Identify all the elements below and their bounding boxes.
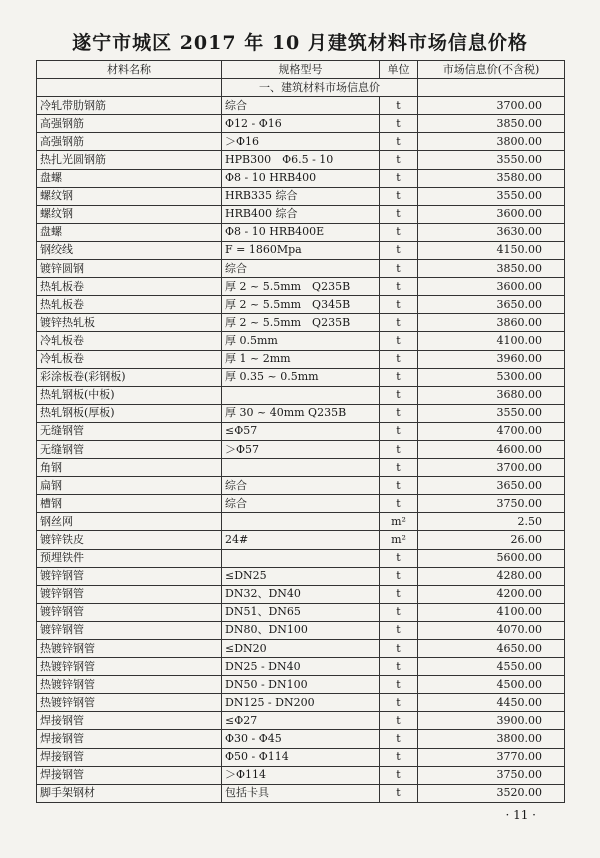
unit-cell: t (380, 477, 418, 495)
page-number: · 11 · (505, 808, 536, 822)
material-name-cell: 脚手架钢材 (37, 784, 222, 802)
price-cell: 3650.00 (418, 477, 565, 495)
unit-cell: t (380, 386, 418, 404)
unit-cell: t (380, 676, 418, 694)
header-material-name: 材料名称 (37, 61, 222, 79)
unit-cell: t (380, 784, 418, 802)
material-name-cell: 镀锌钢管 (37, 585, 222, 603)
section-spacer (37, 79, 222, 97)
unit-cell: t (380, 404, 418, 422)
price-cell: 26.00 (418, 531, 565, 549)
price-cell: 3600.00 (418, 205, 565, 223)
unit-cell: t (380, 368, 418, 386)
spec-cell (222, 386, 380, 404)
spec-cell: 厚 0.35 ~ 0.5mm (222, 368, 380, 386)
unit-cell: t (380, 350, 418, 368)
price-cell: 4700.00 (418, 422, 565, 440)
material-name-cell: 无缝钢管 (37, 440, 222, 458)
table-row (37, 151, 565, 169)
table-row (37, 766, 565, 784)
unit-cell: t (380, 658, 418, 676)
table-row (37, 712, 565, 730)
spec-cell: ＞Φ16 (222, 133, 380, 151)
unit-cell: t (380, 422, 418, 440)
unit-cell: t (380, 459, 418, 477)
table-row (37, 260, 565, 278)
spec-cell: DN32、DN40 (222, 585, 380, 603)
table-row (37, 314, 565, 332)
material-name-cell: 角钢 (37, 459, 222, 477)
unit-cell: t (380, 151, 418, 169)
table-row (37, 567, 565, 585)
unit-cell: t (380, 549, 418, 567)
spec-cell: 包括卡具 (222, 784, 380, 802)
price-cell: 4100.00 (418, 603, 565, 621)
table-header-row (37, 61, 565, 79)
price-cell: 4070.00 (418, 621, 565, 639)
table-row (37, 495, 565, 513)
material-name-cell: 热轧钢板(中板) (37, 386, 222, 404)
spec-cell: 24# (222, 531, 380, 549)
price-cell: 4280.00 (418, 567, 565, 585)
material-name-cell: 镀锌钢管 (37, 567, 222, 585)
unit-cell: t (380, 187, 418, 205)
material-name-cell: 预埋铁件 (37, 549, 222, 567)
table-row (37, 223, 565, 241)
material-name-cell: 高强钢筋 (37, 133, 222, 151)
price-cell: 5300.00 (418, 368, 565, 386)
table-row (37, 640, 565, 658)
price-cell: 3550.00 (418, 187, 565, 205)
table-row (37, 658, 565, 676)
table-row (37, 115, 565, 133)
unit-cell: t (380, 223, 418, 241)
unit-cell: t (380, 115, 418, 133)
header-unit: 单位 (380, 61, 418, 79)
spec-cell: 厚 2 ~ 5.5mm Q345B (222, 296, 380, 314)
price-cell: 4550.00 (418, 658, 565, 676)
unit-cell: t (380, 748, 418, 766)
spec-cell: 综合 (222, 97, 380, 115)
spec-cell: Φ50 - Φ114 (222, 748, 380, 766)
material-name-cell: 热扎光圆钢筋 (37, 151, 222, 169)
spec-cell: Φ30 - Φ45 (222, 730, 380, 748)
spec-cell: 综合 (222, 495, 380, 513)
table-row (37, 386, 565, 404)
material-name-cell: 冷轧带肋钢筋 (37, 97, 222, 115)
price-cell: 3850.00 (418, 260, 565, 278)
spec-cell (222, 549, 380, 567)
spec-cell: Φ12 - Φ16 (222, 115, 380, 133)
spec-cell: 厚 2 ~ 5.5mm Q235B (222, 314, 380, 332)
material-name-cell: 钢丝网 (37, 513, 222, 531)
material-name-cell: 镀锌热轧板 (37, 314, 222, 332)
spec-cell: 综合 (222, 260, 380, 278)
spec-cell: DN50 - DN100 (222, 676, 380, 694)
price-cell: 3900.00 (418, 712, 565, 730)
section-spacer (418, 79, 565, 97)
material-name-cell: 热轧板卷 (37, 278, 222, 296)
unit-cell: t (380, 296, 418, 314)
material-name-cell: 焊接钢管 (37, 748, 222, 766)
material-name-cell: 盘螺 (37, 169, 222, 187)
material-name-cell: 螺纹钢 (37, 187, 222, 205)
table-row (37, 296, 565, 314)
table-row (37, 477, 565, 495)
table-row (37, 784, 565, 802)
material-name-cell: 热轧钢板(厚板) (37, 404, 222, 422)
material-name-cell: 热镀锌钢管 (37, 658, 222, 676)
price-cell: 3750.00 (418, 766, 565, 784)
price-cell: 4450.00 (418, 694, 565, 712)
header-spec: 规格型号 (222, 61, 380, 79)
unit-cell: t (380, 278, 418, 296)
table-row (37, 513, 565, 531)
price-cell: 4500.00 (418, 676, 565, 694)
price-cell: 4200.00 (418, 585, 565, 603)
unit-cell: t (380, 314, 418, 332)
material-name-cell: 螺纹钢 (37, 205, 222, 223)
table-row (37, 676, 565, 694)
material-name-cell: 镀锌钢管 (37, 621, 222, 639)
spec-cell: DN51、DN65 (222, 603, 380, 621)
price-cell: 3960.00 (418, 350, 565, 368)
spec-cell: ≤Φ57 (222, 422, 380, 440)
material-name-cell: 焊接钢管 (37, 730, 222, 748)
spec-cell: 厚 1 ~ 2mm (222, 350, 380, 368)
table-row (37, 169, 565, 187)
table-row (37, 694, 565, 712)
table-row (37, 422, 565, 440)
price-table (36, 60, 565, 803)
table-row (37, 730, 565, 748)
spec-cell: ＞Φ114 (222, 766, 380, 784)
spec-cell: DN125 - DN200 (222, 694, 380, 712)
price-cell: 3600.00 (418, 278, 565, 296)
unit-cell: t (380, 766, 418, 784)
table-row (37, 549, 565, 567)
unit-cell: m² (380, 513, 418, 531)
table-row (37, 133, 565, 151)
spec-cell: 厚 30 ~ 40mm Q235B (222, 404, 380, 422)
price-cell: 3850.00 (418, 115, 565, 133)
unit-cell: t (380, 603, 418, 621)
material-name-cell: 焊接钢管 (37, 766, 222, 784)
unit-cell: t (380, 97, 418, 115)
unit-cell: t (380, 694, 418, 712)
material-name-cell: 冷轧板卷 (37, 332, 222, 350)
table-row (37, 440, 565, 458)
spec-cell: Φ8 - 10 HRB400 (222, 169, 380, 187)
material-name-cell: 彩涂板卷(彩钢板) (37, 368, 222, 386)
price-cell: 3800.00 (418, 730, 565, 748)
price-cell: 3860.00 (418, 314, 565, 332)
unit-cell: t (380, 712, 418, 730)
spec-cell: ≤Φ27 (222, 712, 380, 730)
spec-cell: 厚 2 ~ 5.5mm Q235B (222, 278, 380, 296)
material-name-cell: 热镀锌钢管 (37, 694, 222, 712)
table-row (37, 368, 565, 386)
spec-cell: 厚 0.5mm (222, 332, 380, 350)
table-row (37, 332, 565, 350)
table-row (37, 621, 565, 639)
table-row (37, 241, 565, 259)
spec-cell: ＞Φ57 (222, 440, 380, 458)
price-cell: 3520.00 (418, 784, 565, 802)
material-name-cell: 槽钢 (37, 495, 222, 513)
price-cell: 4100.00 (418, 332, 565, 350)
spec-cell: HRB335 综合 (222, 187, 380, 205)
price-cell: 3700.00 (418, 97, 565, 115)
spec-cell: F = 1860Mpa (222, 241, 380, 259)
unit-cell: t (380, 440, 418, 458)
unit-cell: t (380, 169, 418, 187)
material-name-cell: 高强钢筋 (37, 115, 222, 133)
price-cell: 3750.00 (418, 495, 565, 513)
unit-cell: t (380, 585, 418, 603)
material-name-cell: 镀锌圆钢 (37, 260, 222, 278)
unit-cell: t (380, 730, 418, 748)
price-cell: 3700.00 (418, 459, 565, 477)
unit-cell: t (380, 241, 418, 259)
price-cell: 4600.00 (418, 440, 565, 458)
unit-cell: t (380, 205, 418, 223)
table-row (37, 205, 565, 223)
spec-cell: DN25 - DN40 (222, 658, 380, 676)
price-cell: 3580.00 (418, 169, 565, 187)
unit-cell: t (380, 260, 418, 278)
section-title: 一、建筑材料市场信息价 (222, 79, 418, 97)
section-row (37, 79, 565, 97)
spec-cell: HRB400 综合 (222, 205, 380, 223)
material-name-cell: 冷轧板卷 (37, 350, 222, 368)
spec-cell (222, 513, 380, 531)
table-row (37, 350, 565, 368)
material-name-cell: 镀锌钢管 (37, 603, 222, 621)
page-title: 遂宁市城区 2017 年 10 月建筑材料市场信息价格 (72, 32, 528, 54)
spec-cell: DN80、DN100 (222, 621, 380, 639)
table-row (37, 187, 565, 205)
price-cell: 4650.00 (418, 640, 565, 658)
price-cell: 5600.00 (418, 549, 565, 567)
material-name-cell: 热轧板卷 (37, 296, 222, 314)
spec-cell (222, 459, 380, 477)
material-name-cell: 热镀锌钢管 (37, 640, 222, 658)
spec-cell: Φ8 - 10 HRB400E (222, 223, 380, 241)
spec-cell: ≤DN20 (222, 640, 380, 658)
table-row (37, 278, 565, 296)
price-cell: 3800.00 (418, 133, 565, 151)
table-row (37, 531, 565, 549)
spec-cell: HPB300 Φ6.5 - 10 (222, 151, 380, 169)
table-row (37, 97, 565, 115)
unit-cell: t (380, 332, 418, 350)
table-row (37, 404, 565, 422)
material-name-cell: 热镀锌钢管 (37, 676, 222, 694)
material-name-cell: 镀锌铁皮 (37, 531, 222, 549)
price-cell: 3550.00 (418, 404, 565, 422)
price-cell: 2.50 (418, 513, 565, 531)
price-cell: 3550.00 (418, 151, 565, 169)
table-row (37, 603, 565, 621)
header-price: 市场信息价(不含税) (418, 61, 565, 79)
unit-cell: t (380, 133, 418, 151)
price-cell: 3680.00 (418, 386, 565, 404)
unit-cell: m² (380, 531, 418, 549)
price-cell: 4150.00 (418, 241, 565, 259)
material-name-cell: 盘螺 (37, 223, 222, 241)
price-cell: 3630.00 (418, 223, 565, 241)
material-name-cell: 焊接钢管 (37, 712, 222, 730)
material-name-cell: 钢绞线 (37, 241, 222, 259)
spec-cell: ≤DN25 (222, 567, 380, 585)
unit-cell: t (380, 495, 418, 513)
price-cell: 3650.00 (418, 296, 565, 314)
material-name-cell: 扁钢 (37, 477, 222, 495)
unit-cell: t (380, 567, 418, 585)
table-row (37, 585, 565, 603)
unit-cell: t (380, 640, 418, 658)
unit-cell: t (380, 621, 418, 639)
spec-cell: 综合 (222, 477, 380, 495)
table-row (37, 459, 565, 477)
table-row (37, 748, 565, 766)
price-cell: 3770.00 (418, 748, 565, 766)
material-name-cell: 无缝钢管 (37, 422, 222, 440)
